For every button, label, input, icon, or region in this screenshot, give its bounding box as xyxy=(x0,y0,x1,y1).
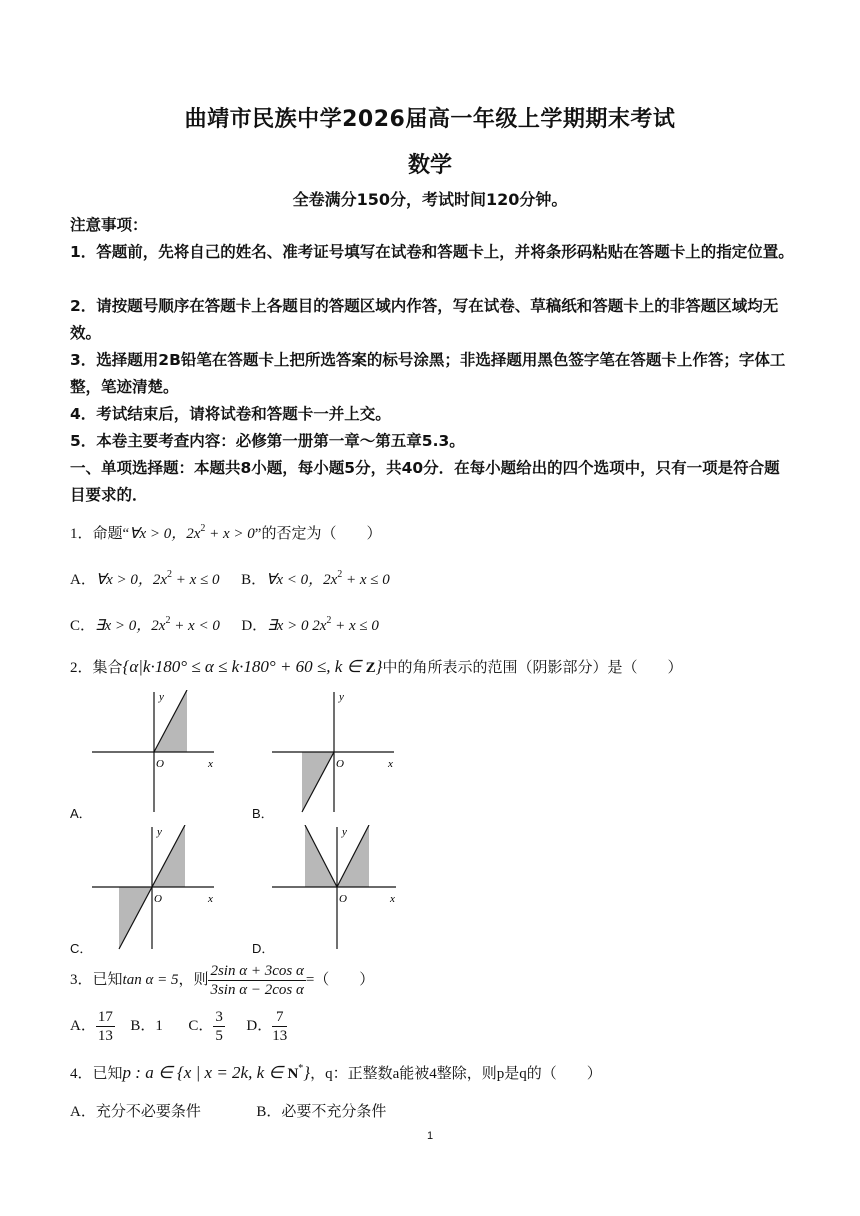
notice-item-4: 4．考试结束后，请将试卷和答题卡一并上交。 xyxy=(70,405,391,423)
option-b: ∀x < 0，2x xyxy=(266,572,338,588)
q1-options-ab xyxy=(70,568,390,589)
q4-options xyxy=(70,1100,386,1121)
notice-item-3: 3．选择题用2B铅笔在答题卡上把所选答案的标号涂黑；非选择题用黑色签字笔在答题卡上作答；字体工整，笔迹清楚。 xyxy=(70,351,786,396)
math-expression: tan α = 5 xyxy=(122,971,179,988)
question-text: ，q：正整数a能被4整除，则p是q的（ ） xyxy=(310,1066,602,1082)
origin-label: O xyxy=(339,893,347,905)
fraction-numerator: 3 xyxy=(215,1009,223,1025)
question-number: 4． xyxy=(70,1066,93,1082)
option-b: 1 xyxy=(155,1017,163,1034)
notice-item-2: 2．请按题号顺序在答题卡上各题目的答题区域内作答，写在试卷、草稿纸和答题卡上的非答题区域均无效。 xyxy=(70,297,779,342)
question-2 xyxy=(70,656,682,677)
question-text: 命题“ xyxy=(92,526,130,542)
fraction-numerator: 17 xyxy=(97,1009,113,1025)
superscript: 2 xyxy=(167,569,173,580)
option-b-rest: + x ≤ 0 xyxy=(342,572,390,588)
set-close: } xyxy=(303,1063,311,1082)
exam-subject: 数学 xyxy=(407,153,452,178)
notice-item-1: 1．答题前，先将自己的姓名、准考证号填写在试卷和答题卡上，并将条形码粘贴在答题卡上的指定位置。 xyxy=(70,243,794,261)
fraction-denominator: 5 xyxy=(215,1028,223,1044)
fraction-denominator: 13 xyxy=(272,1028,288,1044)
y-axis-label: y xyxy=(159,691,164,703)
option-c-fraction xyxy=(213,1008,225,1045)
exam-title: 曲靖市民族中学2026届高一年级上学期期末考试 xyxy=(184,107,676,132)
notice-heading: 注意事项： xyxy=(70,216,148,234)
exam-info: 全卷满分150分，考试时间120分钟。 xyxy=(292,190,568,209)
graph-b-label: B． xyxy=(252,806,274,821)
graph-c xyxy=(92,825,222,950)
graph-a-label: A． xyxy=(70,806,92,821)
fraction xyxy=(208,962,305,999)
question-text: 已知 xyxy=(92,971,123,988)
option-a: ∀x > 0，2x xyxy=(95,572,168,588)
superscript: 2 xyxy=(337,569,343,580)
option-label: D． xyxy=(241,618,268,634)
option-label: A． xyxy=(70,1017,96,1034)
x-axis-label: x xyxy=(208,758,213,770)
option-a-fraction xyxy=(96,1008,115,1045)
fraction-numerator: 2sin α + 3cos α xyxy=(210,963,304,979)
option-label: B． xyxy=(241,572,267,588)
math-expression: + x > 0 xyxy=(205,526,255,542)
option-label: C． xyxy=(70,618,96,634)
y-axis-label: y xyxy=(157,826,162,838)
set-expression: p : a ∈ {x | x = 2k, k ∈ xyxy=(122,1063,288,1082)
option-c-rest: + x < 0 xyxy=(170,618,220,634)
option-a: A．充分不必要条件 xyxy=(70,1104,201,1120)
q3-options xyxy=(70,1008,287,1045)
question-text: ，则 xyxy=(178,971,209,988)
origin-label: O xyxy=(156,758,164,770)
question-text: ”的否定为（ ） xyxy=(254,526,382,542)
fraction-denominator: 13 xyxy=(97,1028,113,1044)
option-label: A． xyxy=(70,572,96,588)
superscript: 2 xyxy=(326,615,332,626)
option-c: ∃x > 0，2x xyxy=(95,618,166,634)
option-label: B． xyxy=(130,1017,156,1034)
x-axis-label: x xyxy=(390,893,395,905)
graph-a xyxy=(92,690,222,815)
math-expression: ∀x > 0，2x xyxy=(129,526,201,542)
question-text: =（ ） xyxy=(305,971,375,988)
question-number: 3． xyxy=(70,971,93,988)
option-d-fraction xyxy=(272,1008,287,1045)
superscript: * xyxy=(298,1063,304,1074)
x-axis-label: x xyxy=(208,893,213,905)
set-close: } xyxy=(375,657,383,676)
graph-b xyxy=(272,690,402,815)
question-text: 中的角所表示的范围（阴影部分）是（ ） xyxy=(382,660,683,676)
graph-d xyxy=(272,825,402,950)
set-expression: {α|k·180° ≤ α ≤ k·180° + 60 ≤, k ∈ xyxy=(122,657,366,676)
y-axis-label: y xyxy=(339,691,344,703)
option-b: B．必要不充分条件 xyxy=(256,1104,387,1120)
q1-options-cd xyxy=(70,614,379,635)
question-text: 集合 xyxy=(92,660,123,676)
x-axis-label: x xyxy=(388,758,393,770)
origin-label: O xyxy=(154,893,162,905)
fraction-denominator: 3sin α − 2cos α xyxy=(210,982,304,998)
origin-label: O xyxy=(336,758,344,770)
question-number: 1． xyxy=(70,526,93,542)
question-text: 已知 xyxy=(92,1066,123,1082)
option-label: C． xyxy=(188,1017,214,1034)
page-number: 1 xyxy=(426,1130,434,1142)
graph-d-label: D． xyxy=(252,941,275,956)
question-number: 2． xyxy=(70,660,93,676)
set-integers: Z xyxy=(365,660,376,676)
graph-c-label: C． xyxy=(70,941,93,956)
set-naturals: N xyxy=(287,1066,299,1082)
superscript: 2 xyxy=(200,523,206,534)
question-3 xyxy=(70,962,374,999)
question-1 xyxy=(70,522,381,543)
notice-item-5: 5．本卷主要考查内容：必修第一册第一章～第五章5.3。 xyxy=(70,432,465,450)
fraction-numerator: 7 xyxy=(272,1008,287,1027)
y-axis-label: y xyxy=(342,826,347,838)
option-label: D． xyxy=(246,1017,273,1034)
superscript: 2 xyxy=(165,615,171,626)
question-4 xyxy=(70,1062,602,1083)
section-heading: 一、单项选择题：本题共8小题，每小题5分，共40分．在每小题给出的四个选项中，只有一项是符合题目要求的． xyxy=(70,459,780,504)
option-a-rest: + x ≤ 0 xyxy=(172,572,220,588)
option-d-rest: + x ≤ 0 xyxy=(331,618,379,634)
option-d: ∃x > 0 2x xyxy=(267,618,327,634)
